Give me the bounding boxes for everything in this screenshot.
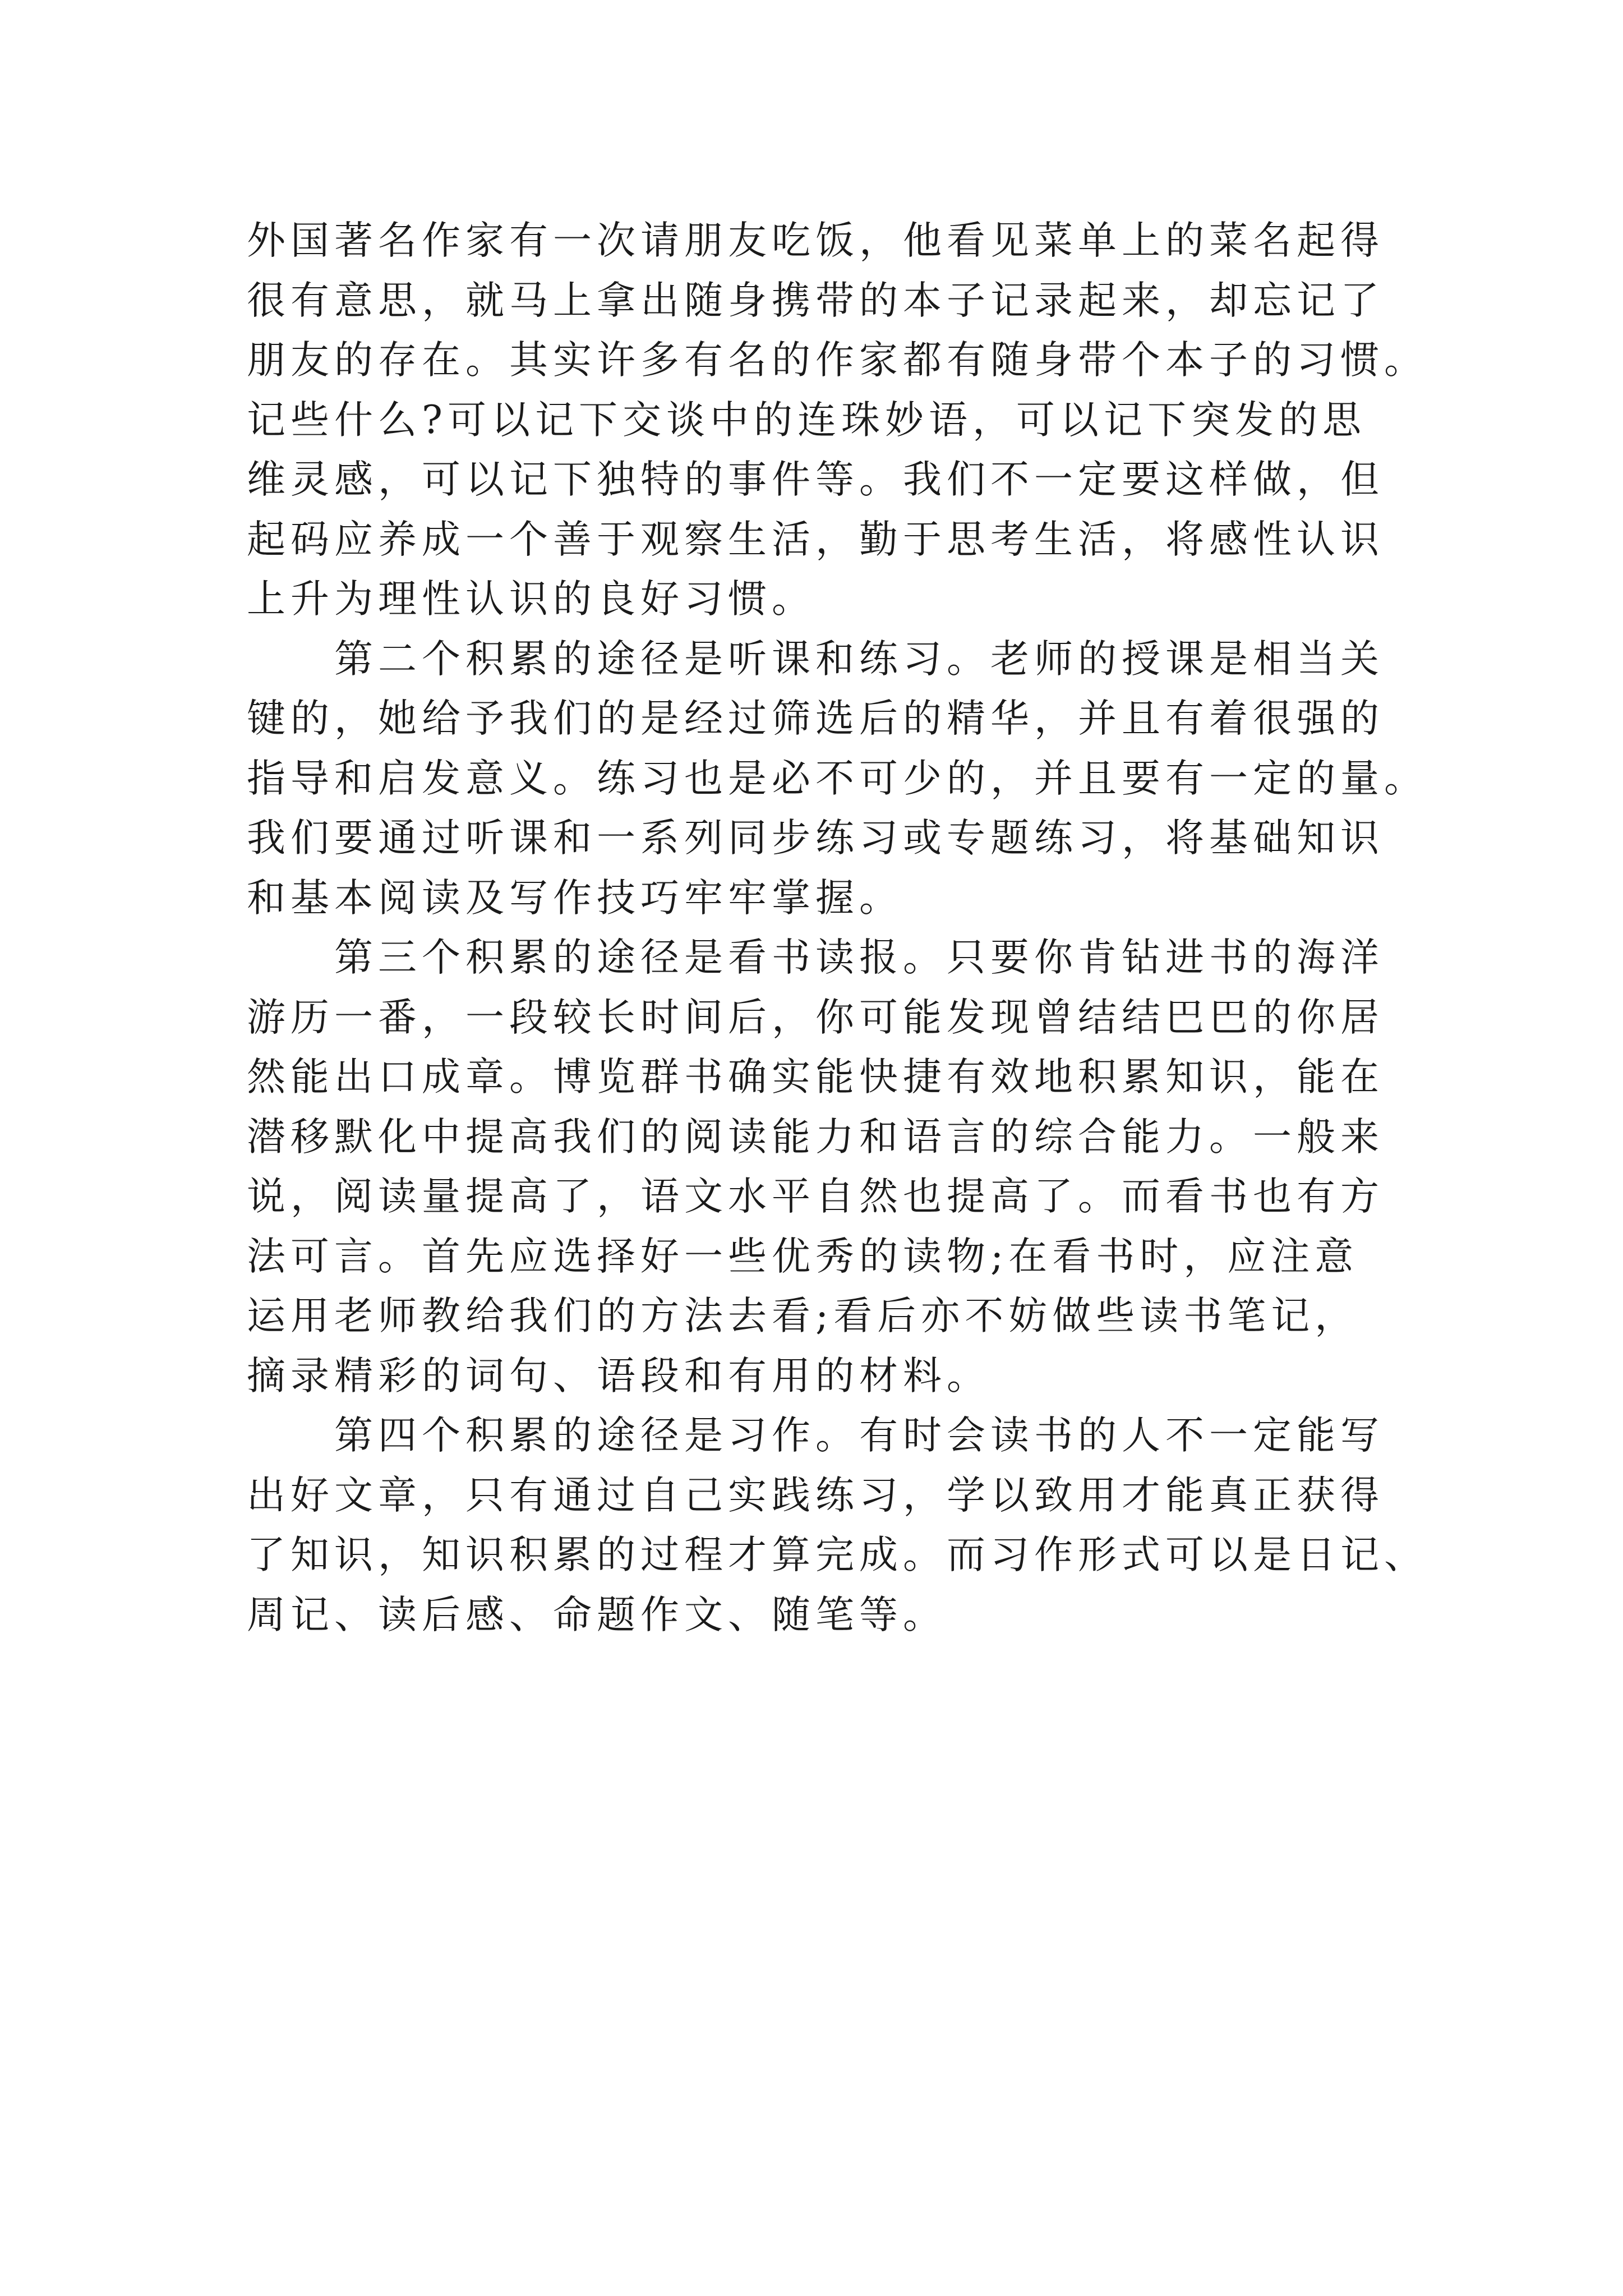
text-line: 法可言。首先应选择好一些优秀的读物;在看书时，应注意	[247, 1234, 1359, 1279]
text-line: 出好文章，只有通过自己实践练习，学以致用才能真正获得	[247, 1473, 1384, 1518]
text-line: 然能出口成章。博览群书确实能快捷有效地积累知识，能在	[247, 1055, 1384, 1099]
text-line: 摘录精彩的词句、语段和有用的材料。	[247, 1353, 990, 1398]
text-line: 外国著名作家有一次请朋友吃饭，他看见菜单上的菜名起得	[247, 218, 1384, 263]
paragraph-4	[247, 1406, 1428, 1645]
text-line: 第三个积累的途径是看书读报。只要你肯钻进书的海洋	[334, 935, 1384, 980]
text-line: 朋友的存在。其实许多有名的作家都有随身带个本子的习惯。	[247, 338, 1428, 383]
text-line: 指导和启发意义。练习也是必不可少的，并且要有一定的量。	[247, 756, 1428, 801]
text-line: 周记、读后感、命题作文、随笔等。	[247, 1592, 947, 1637]
text-line: 记些什么?可以记下交谈中的连珠妙语，可以记下突发的思	[247, 397, 1366, 443]
text-line: 潜移默化中提高我们的阅读能力和语言的综合能力。一般来	[247, 1114, 1384, 1159]
text-line: 起码应养成一个善于观察生活，勤于思考生活，将感性认识	[247, 517, 1384, 562]
text-line: 第四个积累的途径是习作。有时会读书的人不一定能写	[334, 1413, 1384, 1458]
paragraph-3	[247, 928, 1424, 1406]
text-line: 上升为理性认识的良好习惯。	[247, 577, 815, 622]
paragraph-1	[247, 211, 1428, 629]
text-line: 运用老师教给我们的方法去看;看后亦不妨做些读书笔记，	[247, 1294, 1359, 1338]
text-line: 键的，她给予我们的是经过筛选后的精华，并且有着很强的	[247, 696, 1384, 741]
text-line: 第二个积累的途径是听课和练习。老师的授课是相当关	[334, 636, 1384, 682]
text-line: 游历一番，一段较长时间后，你可能发现曾结结巴巴的你居	[247, 995, 1384, 1040]
paragraph-2	[247, 629, 1428, 928]
text-line: 我们要通过听课和一系列同步练习或专题练习，将基础知识	[247, 816, 1384, 861]
text-line: 很有意思，就马上拿出随身携带的本子记录起来，却忘记了	[247, 278, 1384, 323]
text-line: 维灵感，可以记下独特的事件等。我们不一定要这样做，但	[247, 457, 1384, 502]
text-line: 和基本阅读及写作技巧牢牢掌握。	[247, 875, 903, 921]
document-body	[247, 211, 1428, 1645]
text-line: 说，阅读量提高了，语文水平自然也提高了。而看书也有方	[247, 1174, 1384, 1219]
text-line: 了知识，知识积累的过程才算完成。而习作形式可以是日记、	[247, 1533, 1428, 1577]
